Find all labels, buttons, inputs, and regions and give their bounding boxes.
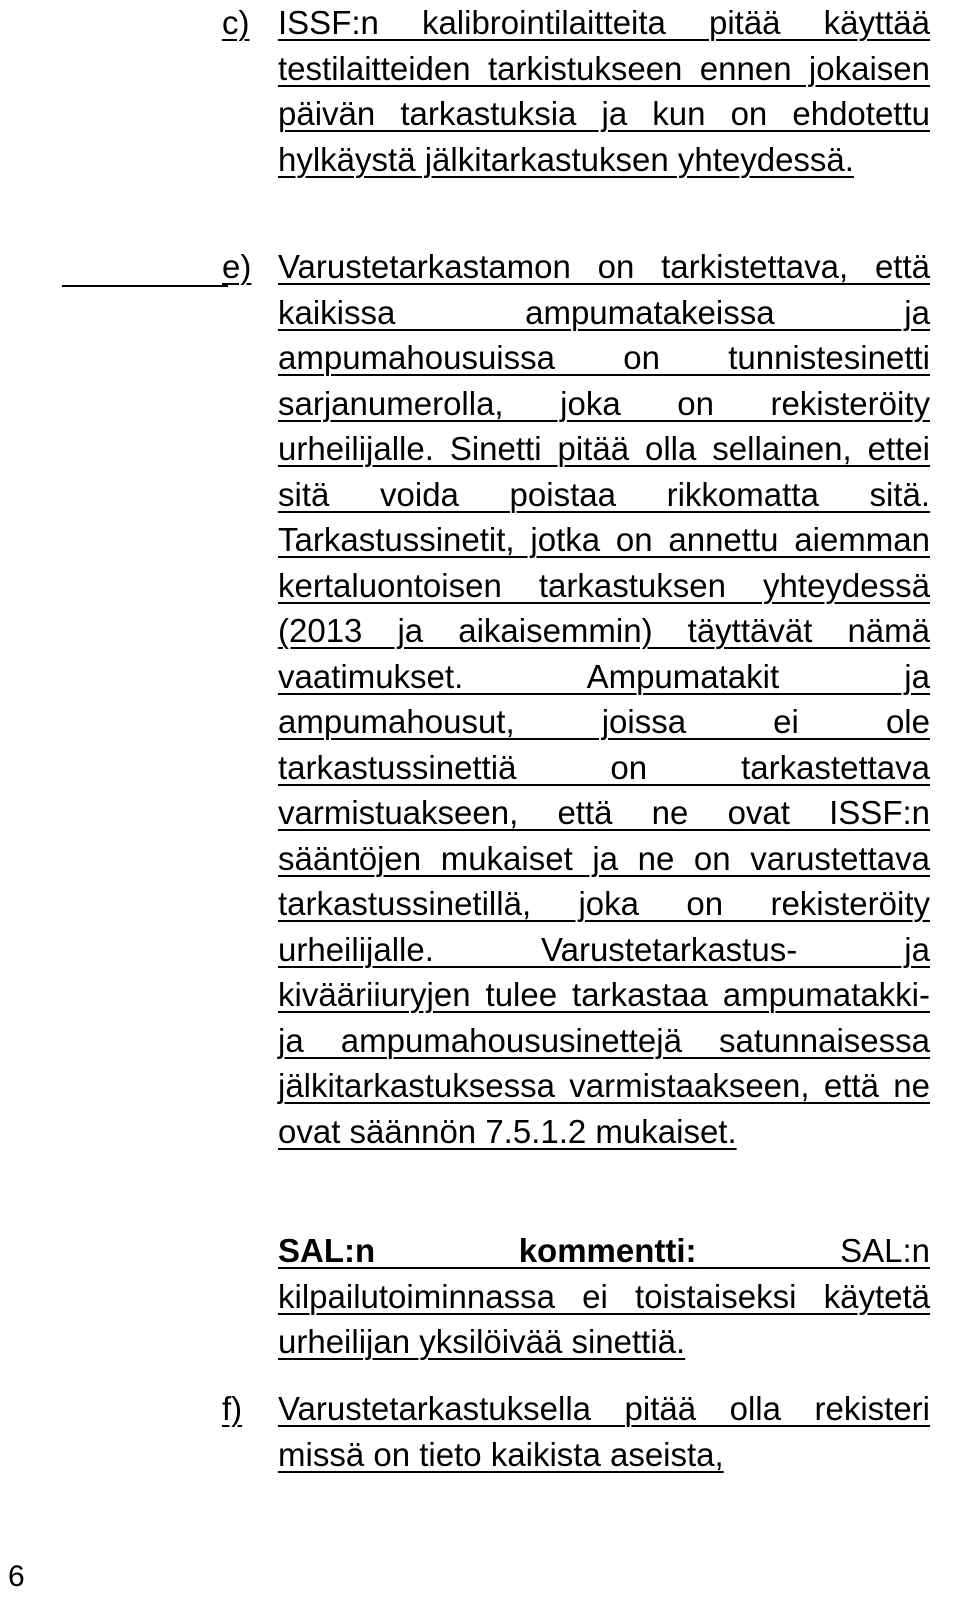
list-item-text: ISSF:n kalibrointilaitteita pitää käyttää testilaitteiden tarkistukseen ennen jokaisen päivän tarkastuksia ja kun on ehdotettu hylkäystä jälkitarkastuksen yhteydessä. — [278, 4, 930, 178]
sal-comment — [278, 1228, 930, 1365]
list-marker: f) — [222, 1390, 243, 1427]
list-item-text: Varustetarkastamon on tarkistettava, että kaikissa ampumatakeissa ja ampumahousuissa on tunnistesinetti sarjanumerolla, joka on rekisteröity urheilijalle. Sinetti pitää olla sellainen, ettei sitä voida poistaa rikkomatta sitä. Tarkastussinetit, jotka on annettu aiemman kertaluontoisen tarkastuksen yhteydessä (2013 ja aikaisemmin) täyttävät nämä vaatimukset. Ampumatakit ja ampumahousut, joissa ei ole tarkastussinettiä on tarkastettava varmistuakseen, että ne ovat ISSF:n sääntöjen mukaiset ja ne on varustettava tarkastussinetillä, joka on rekisteröity urheilijalle. Varustetarkastus- ja kivääriiuryjen tulee tarkastaa ampumatakki- ja ampumahoususinettejä satunnaisessa jälkitarkastuksessa varmistaakseen, että ne ovat säännön 7.5.1.2 mukaiset. — [278, 248, 930, 1150]
list-item-text: Varustetarkastuksella pitää olla rekisteri missä on tieto kaikista aseista, — [278, 1390, 930, 1473]
list-item-e — [222, 244, 934, 1154]
comment-label: SAL:n kommentti: — [278, 1232, 697, 1269]
comment-text: SAL:n kilpailutoiminnassa ei toistaiseksi käytetä urheilijan yksilöivää sinettiä. — [278, 1232, 930, 1360]
margin-rule — [62, 285, 228, 287]
page-number: 6 — [8, 1560, 25, 1593]
list-marker: e) — [222, 248, 252, 285]
list-item-c — [222, 0, 934, 182]
list-marker: c) — [222, 4, 250, 41]
list-item-f — [222, 1386, 934, 1477]
